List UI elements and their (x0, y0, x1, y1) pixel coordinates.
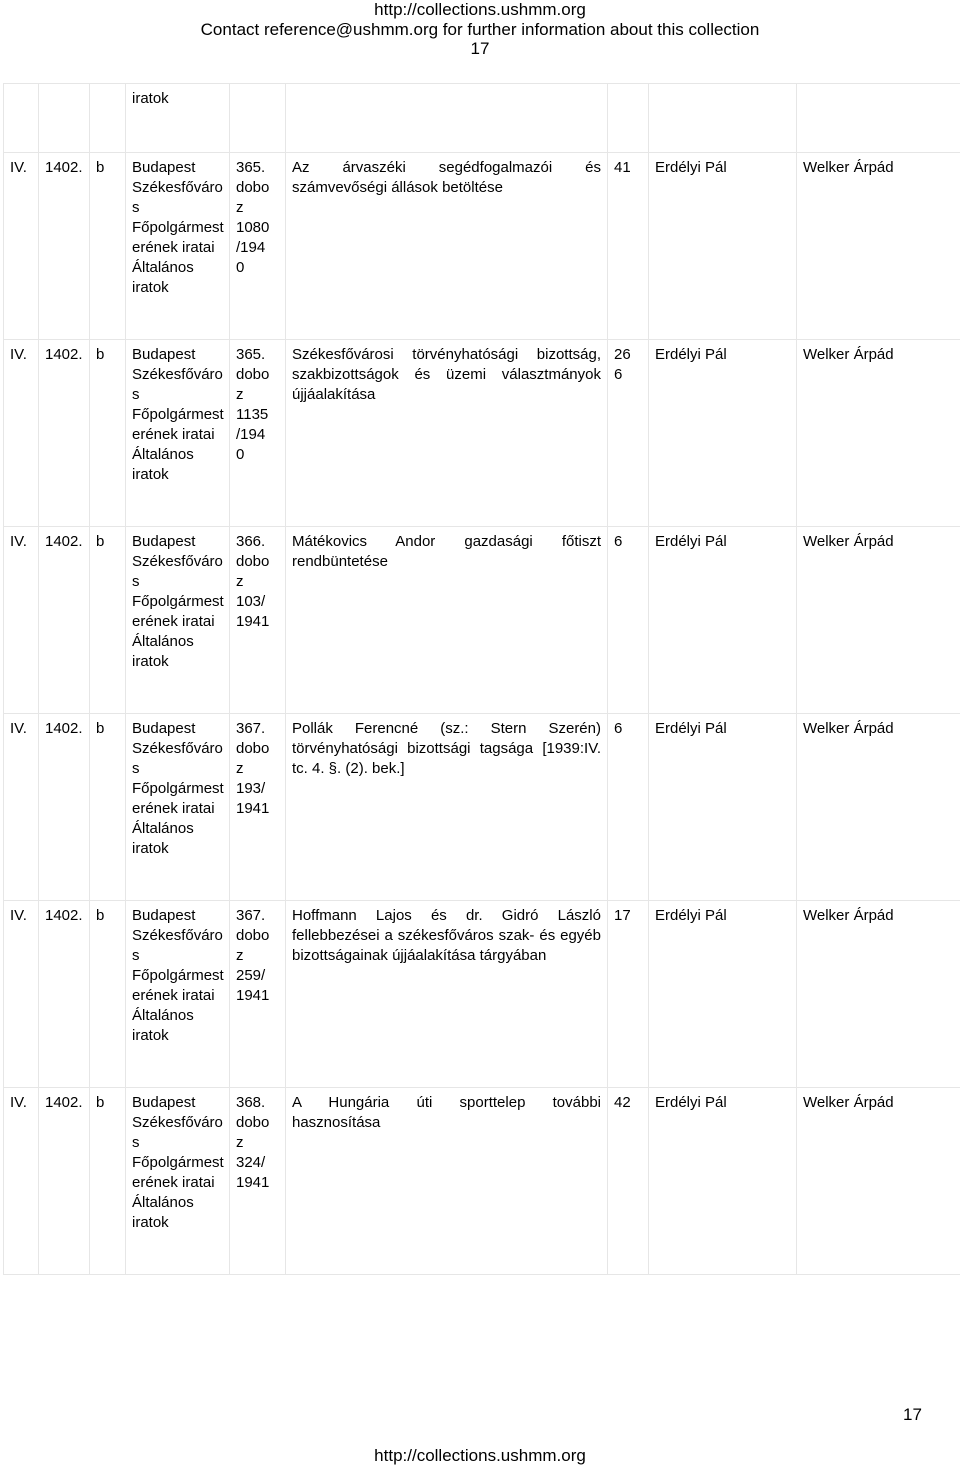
box-cell-line: z (236, 386, 244, 403)
location-cell (126, 153, 230, 340)
box-cell-line: 1941 (236, 800, 270, 817)
pages-cell (608, 1088, 649, 1275)
records-table (3, 83, 960, 1275)
location-cell (126, 340, 230, 527)
location-cell (126, 1088, 230, 1275)
subfond-cell: b (90, 901, 126, 1088)
subfond-cell: b (90, 1088, 126, 1275)
box-cell-line: dobo (236, 179, 270, 196)
pages-line: 6 (614, 366, 623, 383)
box-cell-line: 0 (236, 446, 245, 463)
box-cell-line: /194 (236, 426, 266, 443)
header-url: http://collections.ushmm.org (374, 0, 586, 19)
header-page-number: 17 (470, 39, 490, 58)
box-cell-line: 1080 (236, 219, 270, 236)
box-cell-line: dobo (236, 553, 270, 570)
pages-cell (608, 527, 649, 714)
subfond-cell: b (90, 153, 126, 340)
location-cell-line: iratok (132, 1214, 169, 1231)
box-cell-line: 103/ (236, 593, 266, 610)
title-cell: Az árvaszéki segédfogalmazói és számvevőségi állások betöltése (286, 153, 608, 340)
title-cell: Székesfővárosi törvényhatósági bizottság, szakbizottságok és üzemi választmányok újjáalakítása (286, 340, 608, 527)
location-cell-line: Főpolgármest (132, 967, 224, 984)
author-cell: Erdélyi Pál (649, 340, 797, 527)
pages-line: 17 (614, 907, 631, 924)
location-cell-line: iratok (132, 1027, 169, 1044)
author-cell: Erdélyi Pál (649, 714, 797, 901)
signer-cell: Welker Árpád (797, 714, 960, 901)
location-cell-line: Székesfőváro (132, 1114, 223, 1131)
signer-cell: Welker Árpád (797, 1088, 960, 1275)
pages-line: 6 (614, 533, 623, 550)
location-cell-line: Budapest (132, 907, 196, 924)
box-cell-line: 365. (236, 159, 266, 176)
location-cell-line: iratok (132, 279, 169, 296)
footer-url: http://collections.ushmm.org (374, 1446, 586, 1465)
location-cell-line: Székesfőváro (132, 366, 223, 383)
subfond-cell: b (90, 527, 126, 714)
box-cell (230, 901, 286, 1088)
box-cell-line: 0 (236, 259, 245, 276)
location-cell-line: Főpolgármest (132, 593, 224, 610)
box-cell-line: 367. (236, 907, 266, 924)
title-cell: Mátékovics Andor gazdasági főtiszt rendbüntetése (286, 527, 608, 714)
location-cell-line: Székesfőváro (132, 553, 223, 570)
fond-number-cell: 1402. (39, 901, 90, 1088)
location-cell-line: s (132, 199, 140, 216)
location-cell-line: Székesfőváro (132, 740, 223, 757)
title-cell: Hoffmann Lajos és dr. Gidró László fellebbezései a székesfőváros szak- és egyéb bizottságainak újjáalakítása tárgyában (286, 901, 608, 1088)
location-cell-line: Budapest (132, 720, 196, 737)
author-cell: Erdélyi Pál (649, 153, 797, 340)
box-cell-line: /194 (236, 239, 266, 256)
fond-number-cell: 1402. (39, 527, 90, 714)
title-cell: A Hungária úti sporttelep további hasznosítása (286, 1088, 608, 1275)
author-cell: Erdélyi Pál (649, 527, 797, 714)
subfond-cell: b (90, 714, 126, 901)
author-cell: Erdélyi Pál (649, 901, 797, 1088)
record-group-cell: IV. (4, 1088, 39, 1275)
signer-cell: Welker Árpád (797, 153, 960, 340)
location-cell-line: s (132, 1134, 140, 1151)
location-cell-line: Főpolgármest (132, 1154, 224, 1171)
box-cell-line: 324/ (236, 1154, 266, 1171)
location-cell-line: Általános (132, 820, 194, 837)
box-cell-line: 1941 (236, 987, 270, 1004)
fond-number-cell: 1402. (39, 1088, 90, 1275)
box-cell-line: dobo (236, 366, 270, 383)
signer-cell: Welker Árpád (797, 340, 960, 527)
pages-cell (608, 714, 649, 901)
location-cell-line: s (132, 573, 140, 590)
location-cell-line: erének iratai (132, 987, 215, 1004)
table-row (4, 1088, 960, 1275)
signer-cell: Welker Árpád (797, 527, 960, 714)
location-cell-line: Főpolgármest (132, 406, 224, 423)
pages-cell (608, 340, 649, 527)
location-cell-line: Főpolgármest (132, 780, 224, 797)
fond-number-cell: 1402. (39, 153, 90, 340)
pages-line: 6 (614, 720, 623, 737)
location-cell-line: erének iratai (132, 426, 215, 443)
pages-line: 26 (614, 346, 631, 363)
box-cell-line: z (236, 199, 244, 216)
location-cell (126, 527, 230, 714)
table-row (4, 527, 960, 714)
box-cell-line: dobo (236, 1114, 270, 1131)
fond-number-cell: 1402. (39, 714, 90, 901)
box-cell-line: z (236, 573, 244, 590)
box-cell (230, 527, 286, 714)
box-cell-line: 259/ (236, 967, 266, 984)
location-cell-line: Általános (132, 1007, 194, 1024)
table-row (4, 340, 960, 527)
box-cell (230, 1088, 286, 1275)
location-cell-line: iratok (132, 466, 169, 483)
signer-cell: Welker Árpád (797, 901, 960, 1088)
pages-line: 41 (614, 159, 631, 176)
box-cell-line: z (236, 947, 244, 964)
box-cell-line: z (236, 1134, 244, 1151)
location-cell-line: erének iratai (132, 800, 215, 817)
pages-line: 42 (614, 1094, 631, 1111)
header-contact: Contact reference@ushmm.org for further information about this collection (200, 20, 760, 39)
location-cell-line: Budapest (132, 533, 196, 550)
subfond-cell: b (90, 340, 126, 527)
author-cell: Erdélyi Pál (649, 1088, 797, 1275)
location-cell-line: iratok (132, 840, 169, 857)
location-cell-line: erének iratai (132, 239, 215, 256)
box-cell-line: 365. (236, 346, 266, 363)
location-cell-line: Általános (132, 259, 194, 276)
box-cell-line: 368. (236, 1094, 266, 1111)
location-cell-line: Budapest (132, 159, 196, 176)
location-cell-line: Székesfőváro (132, 179, 223, 196)
table-row (4, 153, 960, 340)
box-cell-line: 1941 (236, 1174, 270, 1191)
box-cell (230, 340, 286, 527)
location-cell-line: Budapest (132, 1094, 196, 1111)
table-row-continued (4, 84, 960, 153)
location-cell-line: Főpolgármest (132, 219, 224, 236)
location-cell-line: Általános (132, 633, 194, 650)
location-cell (126, 84, 230, 153)
box-cell-line: dobo (236, 927, 270, 944)
record-group-cell: IV. (4, 340, 39, 527)
title-cell: Pollák Ferencné (sz.: Stern Szerén) törvényhatósági bizottsági tagsága [1939:IV. tc. 4. §. (2). bek.] (286, 714, 608, 901)
record-group-cell: IV. (4, 901, 39, 1088)
fond-number-cell: 1402. (39, 340, 90, 527)
location-cell-line: erének iratai (132, 1174, 215, 1191)
location-cell-line: s (132, 386, 140, 403)
record-group-cell: IV. (4, 714, 39, 901)
box-cell-line: dobo (236, 740, 270, 757)
location-cell-line: erének iratai (132, 613, 215, 630)
location-cell (126, 901, 230, 1088)
box-cell-line: z (236, 760, 244, 777)
location-cell-line: s (132, 760, 140, 777)
location-cell-line: iratok (132, 653, 169, 670)
location-cell-line: s (132, 947, 140, 964)
location-cell (126, 714, 230, 901)
box-cell-line: 366. (236, 533, 266, 550)
box-cell-line: 1135 (236, 406, 269, 423)
pages-cell (608, 153, 649, 340)
page-number: 17 (903, 1405, 922, 1424)
location-tail: iratok (132, 90, 169, 107)
record-group-cell: IV. (4, 153, 39, 340)
box-cell-line: 367. (236, 720, 266, 737)
location-cell-line: Általános (132, 1194, 194, 1211)
box-cell (230, 153, 286, 340)
table-row (4, 901, 960, 1088)
pages-cell (608, 901, 649, 1088)
table-row (4, 714, 960, 901)
box-cell-line: 193/ (236, 780, 266, 797)
location-cell-line: Székesfőváro (132, 927, 223, 944)
location-cell-line: Általános (132, 446, 194, 463)
record-group-cell: IV. (4, 527, 39, 714)
box-cell-line: 1941 (236, 613, 270, 630)
box-cell (230, 714, 286, 901)
location-cell-line: Budapest (132, 346, 196, 363)
